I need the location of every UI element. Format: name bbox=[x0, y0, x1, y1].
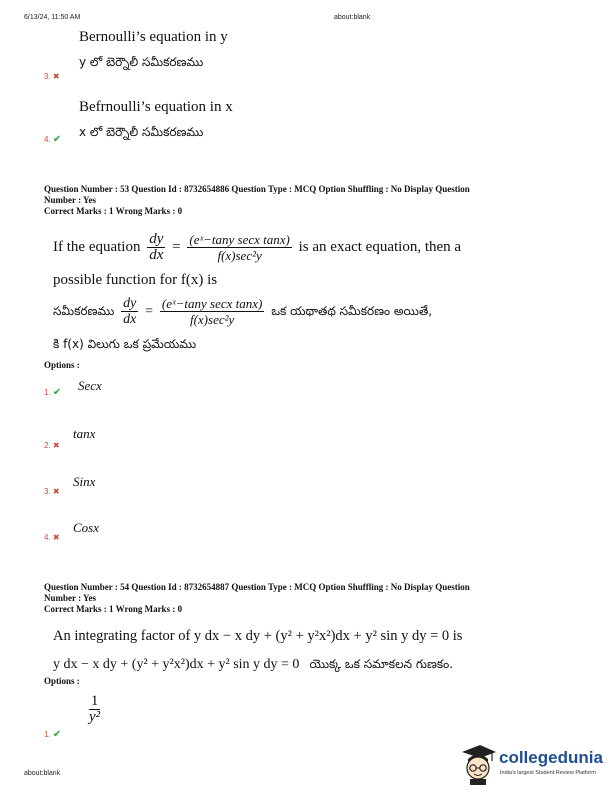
wrong-mark-icon: ✖ bbox=[52, 72, 60, 81]
q53-te-line2: కి f(x) విలుగు ఒక ప్రమేయము bbox=[53, 337, 197, 351]
q53-option-4-marker bbox=[44, 533, 60, 542]
print-footer-url: about:blank bbox=[24, 770, 61, 777]
q54-option-1-value bbox=[84, 694, 105, 725]
collegedunia-logo bbox=[458, 742, 608, 786]
q54-frac-num: 1 bbox=[90, 693, 99, 709]
option-number: 1. bbox=[44, 388, 51, 397]
option-number: 3. bbox=[44, 487, 51, 496]
correct-check-icon: ✔ bbox=[52, 729, 62, 740]
q53-rhs-den: f(x)sec²y bbox=[217, 248, 262, 263]
print-page-title: about:blank bbox=[334, 14, 371, 21]
print-timestamp: 6/13/24, 11:50 AM bbox=[24, 14, 81, 21]
option-number: 4. bbox=[44, 135, 51, 144]
q54-meta-line2: Number : Yes bbox=[44, 593, 96, 603]
correct-check-icon: ✔ bbox=[52, 387, 62, 398]
option-4-marker bbox=[44, 134, 61, 145]
equals-sign: = bbox=[145, 304, 154, 319]
q53-text-post: is an exact equation, then a bbox=[298, 238, 462, 255]
q54-option-1-fraction bbox=[87, 694, 102, 725]
q53-option-1-value: Secx bbox=[78, 378, 102, 393]
q53-option-1-marker bbox=[44, 387, 61, 398]
q53-frac-num: dy bbox=[149, 231, 164, 247]
q54-question-te bbox=[53, 655, 453, 674]
wrong-mark-icon: ✖ bbox=[52, 487, 60, 496]
option-4-telugu: x లో బెర్నౌలీ సమీకరణము bbox=[79, 125, 204, 139]
q54-question-en: An integrating factor of y dx − x dy + (y² + y²x²)dx + y² sin y dy = 0 is bbox=[53, 628, 463, 644]
brand-tagline: India's largest Student Review Platform bbox=[500, 770, 596, 776]
q53-rhs-num: (eˣ−tany secx tanx) bbox=[189, 232, 290, 247]
option-3-english: Bernoulli’s equation in y bbox=[79, 29, 228, 45]
q53-te-dydx-fraction bbox=[121, 296, 138, 327]
correct-check-icon: ✔ bbox=[52, 134, 62, 145]
q53-meta-line1: Question Number : 53 Question Id : 8732654886 Question Type : MCQ Option Shuffling : No Display Question bbox=[44, 184, 470, 194]
q53-te-rhs-num: (eˣ−tany secx tanx) bbox=[161, 296, 263, 311]
q54-marks: Correct Marks : 1 Wrong Marks : 0 bbox=[44, 604, 183, 614]
q53-question-te bbox=[53, 296, 432, 327]
q53-marks: Correct Marks : 1 Wrong Marks : 0 bbox=[44, 206, 183, 216]
q53-text-pre: If the equation bbox=[53, 238, 141, 255]
q54-option-1-marker bbox=[44, 729, 61, 740]
brand-name: collegedunia bbox=[499, 748, 603, 767]
equals-sign: = bbox=[172, 238, 181, 255]
q53-text-line2: possible function for f(x) is bbox=[53, 272, 218, 288]
q53-te-frac-num: dy bbox=[123, 296, 137, 311]
q54-te-math: y dx − x dy + (y² + y²x²)dx + y² sin y dy = 0 bbox=[53, 657, 300, 672]
q53-te-rhs-fraction bbox=[160, 296, 265, 327]
q53-options-label: Options : bbox=[44, 360, 80, 370]
q54-te-text: యొక్క ఒక సమాకలన గుణకం. bbox=[309, 657, 454, 671]
q53-option-2-value: tanx bbox=[73, 426, 96, 441]
q53-meta-line2: Number : Yes bbox=[44, 195, 96, 205]
q53-option-3-marker bbox=[44, 487, 60, 496]
option-number: 1. bbox=[44, 730, 51, 739]
q53-rhs-fraction bbox=[187, 232, 292, 263]
option-number: 4. bbox=[44, 533, 51, 542]
option-3-marker bbox=[44, 72, 60, 81]
q53-meta bbox=[44, 184, 584, 217]
option-4-english: Befrnoulli’s equation in x bbox=[79, 99, 233, 115]
q53-option-3-value: Sinx bbox=[73, 474, 96, 489]
option-number: 2. bbox=[44, 441, 51, 450]
q53-te-pre: సమీకరణము bbox=[53, 304, 115, 318]
q53-te-rhs-den: f(x)sec²y bbox=[189, 312, 235, 327]
q54-frac-den: y² bbox=[89, 709, 101, 725]
q53-frac-den: dx bbox=[149, 247, 164, 263]
q53-option-2-marker bbox=[44, 441, 60, 450]
q53-option-4-value: Cosx bbox=[73, 520, 99, 535]
wrong-mark-icon: ✖ bbox=[52, 441, 60, 450]
mascot-icon bbox=[458, 742, 498, 786]
option-number: 3. bbox=[44, 72, 51, 81]
wrong-mark-icon: ✖ bbox=[52, 533, 60, 542]
q53-te-frac-den: dx bbox=[123, 312, 137, 327]
q54-meta bbox=[44, 582, 584, 615]
option-3-telugu: y లో బెర్నౌలీ సమీకరణము bbox=[79, 55, 204, 69]
q54-options-label: Options : bbox=[44, 676, 80, 686]
q53-question-en bbox=[53, 232, 461, 263]
q53-dydx-fraction bbox=[147, 232, 165, 263]
q53-te-post: ఒక యథాతథ సమీకరణం అయితే, bbox=[271, 304, 433, 318]
q54-meta-line1: Question Number : 54 Question Id : 8732654887 Question Type : MCQ Option Shuffling : No Display Question bbox=[44, 582, 470, 592]
